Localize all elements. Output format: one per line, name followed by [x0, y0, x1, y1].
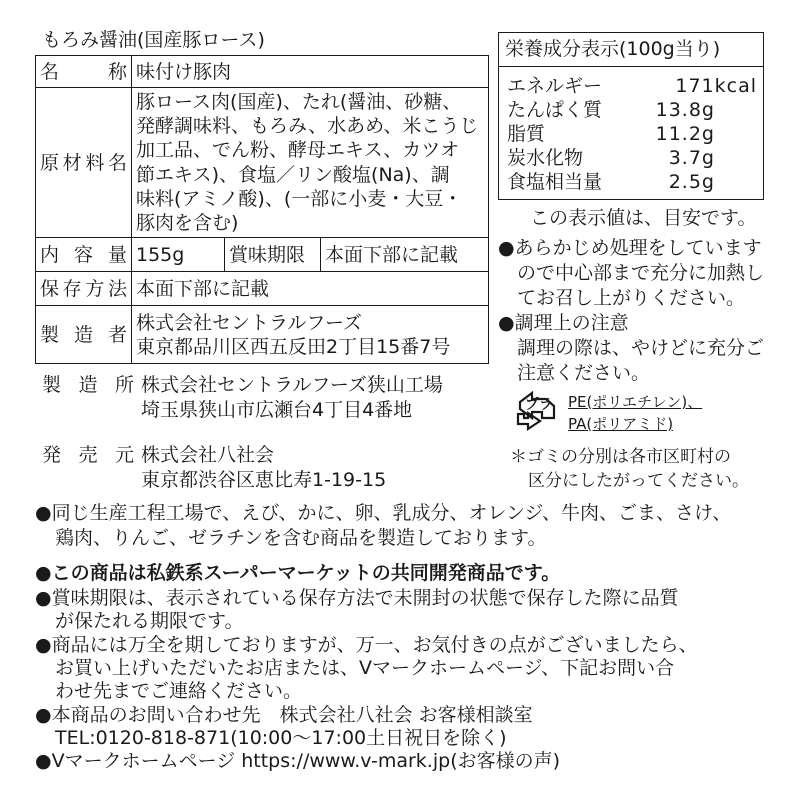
manufacturer-label: 製 造 者	[36, 306, 132, 364]
nutrition-row	[507, 73, 757, 99]
contact-phone: TEL:0120-818-871(10:00～17:00土日祝日を除く)	[55, 727, 507, 749]
recycle-mark-text: プラ	[525, 397, 553, 413]
factory-line: 株式会社セントラルフーズ狭山工場	[141, 374, 443, 396]
nutrition-value: 2.5g	[668, 171, 715, 193]
ingredients-line: 味料(アミノ酸)、(一部に小麦・大豆・	[136, 187, 463, 210]
recycle-material-line: PE(ポリエチレン)、	[568, 393, 703, 411]
contact-note-line: ●本商品のお問い合わせ先 株式会社八社会 お客様相談室	[35, 704, 533, 726]
product-title: もろみ醤油(国産豚ロース)	[42, 29, 265, 51]
heating-note-line: ので中心部まで充分に加熱し	[517, 262, 765, 284]
expiry-note-line: ●賞味期限は、表示されている保存方法で未開封の状態で保存した際に品質	[35, 587, 679, 609]
manufacturer-line: 東京都品川区西五反田2丁目15番7号	[136, 335, 451, 358]
garbage-note-line: 区分にしたがってください。	[528, 471, 749, 491]
content-value: 155g	[132, 238, 225, 272]
ingredients-value	[132, 88, 489, 238]
cooking-note-line: 注意ください。	[517, 362, 651, 384]
nutrition-value: 171kcal	[675, 75, 757, 97]
quality-note-line: お買い上げいただいたお店または、Vマークホームページ、下記お問い合	[55, 657, 675, 679]
ingredients-line: 発酵調味料、もろみ、水あめ、米こうじ	[136, 114, 479, 137]
nutrition-row	[507, 169, 757, 195]
content-label: 内 容 量	[36, 238, 132, 272]
name-label: 名 称	[36, 56, 132, 88]
seller-line: 東京都渋谷区恵比寿1-19-15	[141, 469, 387, 491]
recycle-material-line: PA(ポリアミド)	[568, 415, 674, 433]
storage-label: 保存方法	[36, 272, 132, 306]
manufacturer-value	[132, 306, 489, 364]
factory-label: 製 造 所	[42, 374, 134, 396]
nutrition-box	[498, 32, 764, 200]
ingredients-line: 豚肉を含む)	[136, 212, 239, 235]
plastic-recycle-icon	[512, 388, 560, 434]
ingredients-line: 節エキス)、食塩／リン酸塩(Na)、調	[136, 163, 450, 186]
nutrition-row	[507, 97, 757, 123]
nutrition-value: 3.7g	[668, 147, 715, 169]
nutrition-label: 脂質	[507, 123, 546, 145]
nutrition-value: 13.8g	[655, 99, 715, 121]
quality-note-line: わせ先までご連絡ください。	[55, 680, 303, 702]
cooking-note-line: 調理の際は、やけどに充分ご	[517, 337, 765, 359]
nutrition-guide-note: この表示値は、目安です。	[530, 207, 757, 229]
best-before-label: 賞味期限	[225, 238, 321, 272]
garbage-note-line: ＊ゴミの分別は各市区町村の	[510, 447, 731, 467]
nutrition-label: たんぱく質	[507, 99, 603, 121]
ingredients-line: 豚ロース肉(国産)、たれ(醤油、砂糖、	[136, 90, 462, 113]
nutrition-label: エネルギー	[507, 75, 603, 97]
allergen-note-line: ●同じ生産工程工場で、えび、かに、卵、乳成分、オレンジ、牛肉、ごま、さけ、	[35, 502, 732, 524]
ingredients-line: 加工品、でん粉、酵母エキス、カツオ	[136, 139, 460, 162]
nutrition-row	[507, 121, 757, 147]
manufacturer-line: 株式会社セントラルフーズ	[136, 311, 362, 334]
factory-line: 埼玉県狭山市広瀬台4丁目4番地	[141, 399, 413, 421]
name-value: 味付け豚肉	[132, 56, 489, 88]
allergen-note-line: 鶏肉、りんご、ゼラチンを含む商品を製造しております。	[55, 527, 547, 549]
best-before-value: 本面下部に記載	[321, 238, 489, 272]
heating-note-line: ●あらかじめ処理をしています	[498, 237, 762, 259]
seller-line: 株式会社八社会	[141, 444, 275, 466]
nutrition-label: 食塩相当量	[507, 171, 603, 193]
cooking-note-line: ●調理上の注意	[498, 312, 629, 334]
nutrition-value: 11.2g	[655, 123, 715, 145]
nutrition-row	[507, 145, 757, 171]
joint-development-note: ●この商品は私鉄系スーパーマーケットの共同開発商品です。	[35, 562, 561, 584]
seller-label: 発 売 元	[42, 444, 134, 466]
product-info-table	[35, 55, 489, 364]
nutrition-label: 炭水化物	[507, 147, 584, 169]
expiry-note-line: が保たれる期限です。	[55, 610, 244, 632]
website-note: ●Vマークホームページ https://www.v-mark.jp(お客様の声)	[35, 750, 561, 772]
ingredients-label: 原材料名	[36, 88, 132, 238]
quality-note-line: ●商品には万全を期しておりますが、万一、お気付きの点がございましたら、	[35, 634, 698, 656]
storage-value: 本面下部に記載	[132, 272, 489, 306]
nutrition-header: 栄養成分表示(100g当り)	[499, 33, 763, 67]
heating-note-line: てお召し上がりください。	[517, 287, 746, 309]
